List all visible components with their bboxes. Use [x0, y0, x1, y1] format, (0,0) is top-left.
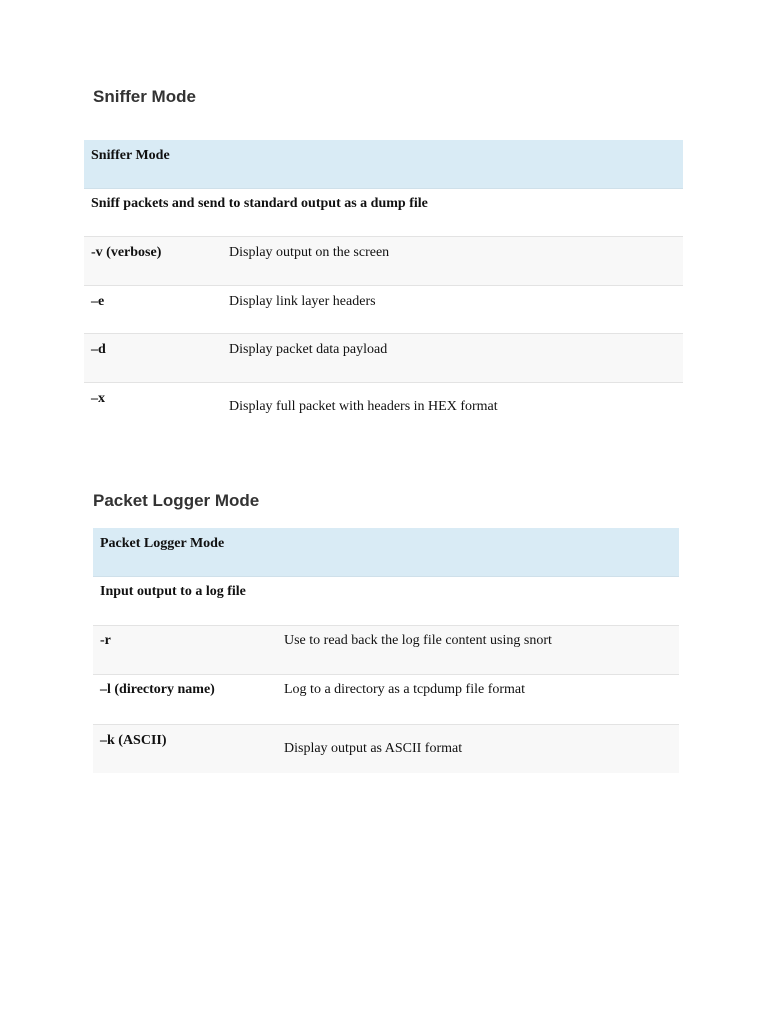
option-cell: –x: [91, 391, 105, 406]
description-cell: Display full packet with headers in HEX format: [229, 399, 498, 414]
table-row: [93, 626, 679, 675]
option-cell: -v (verbose): [91, 245, 162, 260]
table-row: [84, 286, 683, 334]
option-cell: –d: [91, 342, 106, 357]
table-header-row: [93, 528, 679, 577]
table-subtitle-row: [84, 189, 683, 237]
table-title: Packet Logger Mode: [100, 536, 225, 551]
table-subtitle: Sniff packets and send to standard output as a dump file: [91, 196, 428, 211]
option-cell: -r: [100, 633, 111, 648]
packet-logger-mode-table: [93, 528, 679, 773]
option-cell: –e: [91, 294, 105, 309]
sniffer-mode-table: [84, 140, 683, 431]
option-cell: –l (directory name): [100, 682, 215, 697]
table-header-row: [84, 140, 683, 189]
description-cell: Log to a directory as a tcpdump file format: [284, 682, 526, 697]
description-cell: Display output on the screen: [229, 245, 390, 260]
option-cell: –k (ASCII): [100, 733, 167, 748]
table-row: [84, 383, 683, 431]
table-title: Sniffer Mode: [91, 148, 170, 163]
table-row: [84, 237, 683, 286]
table-subtitle-row: [93, 577, 679, 626]
section-heading-sniffer-mode: Sniffer Mode: [93, 87, 196, 106]
description-cell: Display packet data payload: [229, 342, 388, 357]
table-row: [93, 675, 679, 725]
description-cell: Use to read back the log file content using snort: [284, 633, 552, 648]
table-row: [84, 334, 683, 383]
table-subtitle: Input output to a log file: [100, 584, 246, 599]
description-cell: Display output as ASCII format: [284, 741, 463, 756]
section-heading-packet-logger-mode: Packet Logger Mode: [93, 491, 260, 510]
table-row: [93, 725, 679, 773]
description-cell: Display link layer headers: [229, 294, 376, 309]
